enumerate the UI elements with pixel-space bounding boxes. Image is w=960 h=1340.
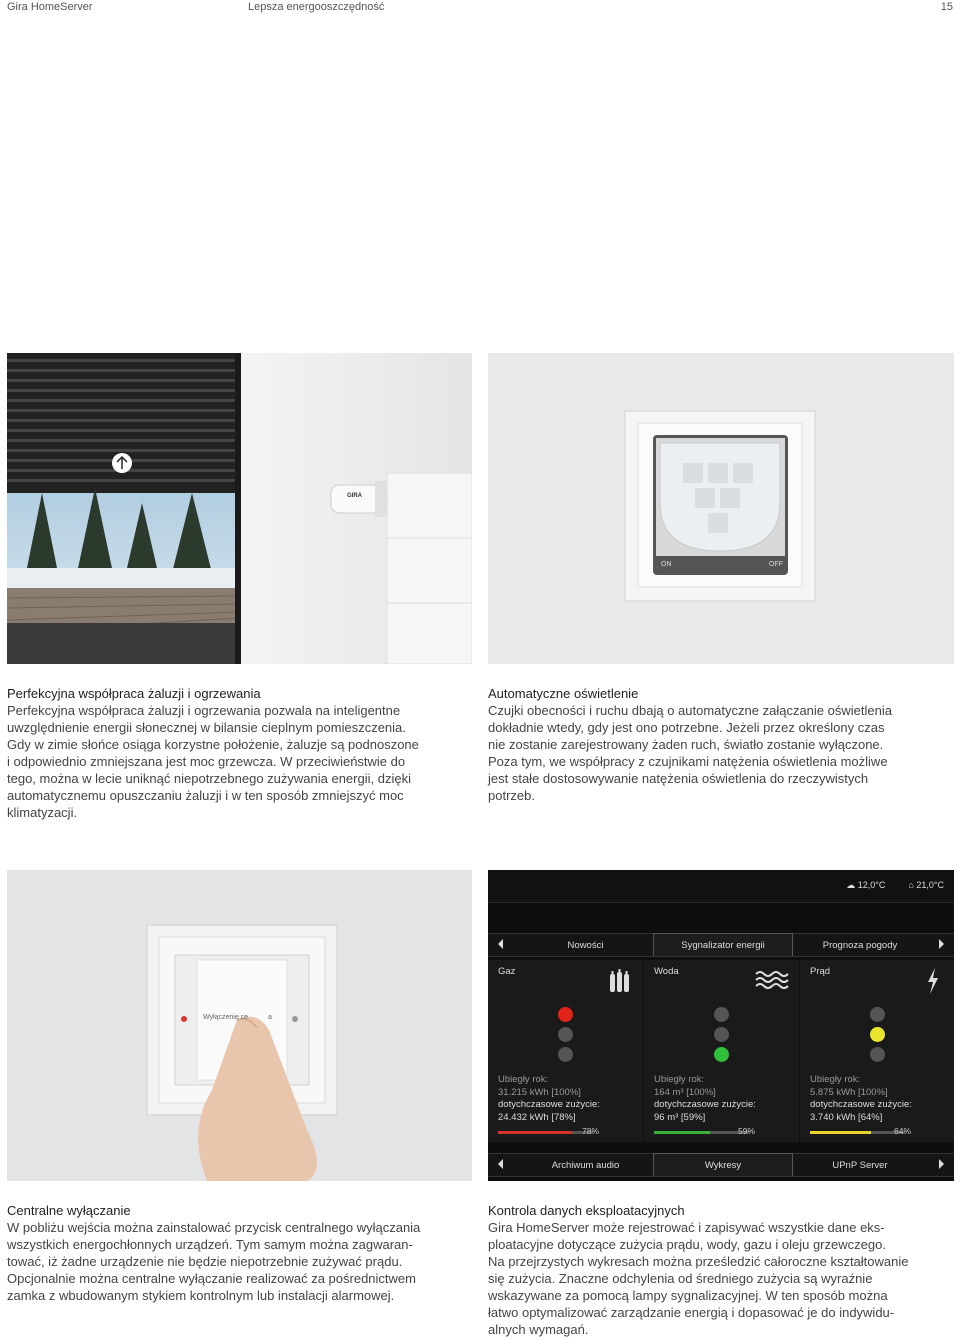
top-tab-bar [488,933,954,957]
water-waves-icon [755,970,789,995]
blinds-radiator-photo [7,353,472,664]
tab-next-arrow-icon[interactable] [939,939,944,949]
panel-status-bar [488,870,954,903]
power-title: Prąd [810,966,831,977]
gas-column [488,960,643,1142]
gas-usage-bar [498,1131,593,1134]
section-central-off [7,1202,477,1304]
section-title: Perfekcyjna współpraca żaluzji i ogrzewania [7,686,261,701]
panel-temperatures [846,880,944,891]
sensor-off-label: OFF [769,561,783,568]
gas-stats [498,1074,600,1124]
section-automatic-lighting [488,685,954,804]
traffic-light-red [714,1007,729,1022]
last-year-value: 5.875 kWh [100%] [810,1086,888,1098]
section-title: Kontrola danych eksploatacyjnych [488,1203,685,1218]
gas-usage-fill [498,1131,572,1134]
power-percent: 64% [894,1126,912,1136]
traffic-light-yellow [714,1027,729,1042]
power-column [800,960,954,1142]
lightning-icon [926,968,940,999]
current-label: dotychczasowe zużycie: [654,1099,756,1110]
water-percent: 59% [738,1126,756,1136]
text-line: alnych wymagań. [488,1322,589,1337]
house-icon: ⌂ [908,880,914,890]
text-line: tować, iż żadne urządzenie nie będzie niepotrzebnie zużywać prądu. [7,1254,403,1269]
text-line: i odpowiednio zmniejszana jest moc grzewcza. W przeciwieństwie do [7,754,406,769]
gas-bottles-icon [609,968,631,997]
text-line: zamka z wbudowanym stykiem kontrolnym lub instalacji alarmowej. [7,1288,395,1303]
section-title: Centralne wyłączanie [7,1203,131,1218]
section-title: Automatyczne oświetlenie [488,686,639,701]
text-line: ploatacyjne dotyczące zużycia prądu, wody, gazu i oleju grzewczego. [488,1237,886,1252]
text-line: jest stałe dostosowywanie natężenia oświetlenia do rzeczywistych [488,771,869,786]
gas-title: Gaz [498,966,516,977]
text-line: wszystkich energochłonnych urządzeń. Tym samym można zagwaran- [7,1237,413,1252]
text-line: potrzeb. [488,788,535,803]
tab-upnp-server[interactable]: UPnP Server [832,1160,888,1171]
traffic-light-green [714,1047,729,1062]
water-usage-bar [654,1131,749,1134]
traffic-light-red [558,1007,573,1022]
water-column [644,960,799,1142]
water-stats [654,1074,756,1124]
power-stats [810,1074,912,1124]
water-title: Woda [654,966,679,977]
text-line: nie zostanie zarejestrowany żaden ruch, światło zostanie wyłączone. [488,737,884,752]
text-line: łatwo optymalizować zarządzanie energią i dopasować je do indywidu- [488,1305,895,1320]
header-brand: Gira HomeServer [7,1,93,13]
section-blinds-heating [7,685,477,821]
tab-weather[interactable]: Prognoza pogody [822,940,898,951]
text-line: wskazywane za pomocą lampy sygnalizacyjnej. W ten sposób można [488,1288,888,1303]
outside-temp-icon: ☁ [846,880,856,890]
gas-percent: 78% [582,1126,600,1136]
current-label: dotychczasowe zużycie: [810,1099,912,1110]
text-line: klimatyzacji. [7,805,78,820]
text-line: Opcjonalnie można centralne wyłączanie realizować za pośrednictwem [7,1271,416,1286]
last-year-value: 31.215 kWh [100%] [498,1086,581,1098]
last-year-label: Ubiegły rok: [498,1074,549,1085]
current-value: 96 m³ [59%] [654,1111,706,1123]
text-line: się zużycia. Znaczne odchylenia od średniego zużycia są wyraźnie [488,1271,873,1286]
text-line: Czujki obecności i ruchu dbają o automatyczne załączanie oświetlenia [488,703,892,718]
current-label: dotychczasowe zużycie: [498,1099,600,1110]
last-year-label: Ubiegły rok: [810,1074,861,1085]
section-operating-data [488,1202,954,1338]
text-line: W pobliżu wejścia można zainstalować przycisk centralnego wyłączania [7,1220,421,1235]
last-year-label: Ubiegły rok: [654,1074,705,1085]
presence-sensor-photo [488,353,954,664]
traffic-light-red [870,1007,885,1022]
text-line: Gira HomeServer może rejestrować i zapisywać wszystkie dane eks- [488,1220,885,1235]
power-usage-bar [810,1131,905,1134]
switch-label [203,1014,248,1021]
tab-news[interactable]: Nowości [567,940,604,951]
text-line: dokładnie wtedy, gdy jest ono potrzebne. Jeżeli przez określony czas [488,720,885,735]
power-usage-fill [810,1131,871,1134]
bottom-prev-arrow-icon[interactable] [498,1159,503,1169]
switch-label-tail: a [268,1014,272,1021]
text-line: uwzględnienie energii słonecznej w bilansie cieplnym pomieszczenia. [7,720,406,735]
water-usage-fill [654,1131,710,1134]
bottom-tab-bar [488,1153,954,1177]
traffic-light-green [558,1047,573,1062]
touch-panel-screen [488,870,954,1181]
text-line: Poza tym, we współpracy z czujnikami natężenia oświetlenia możliwe [488,754,888,769]
text-line: Na przejrzystych wykresach można prześledzić całoroczne kształtowanie [488,1254,909,1269]
last-year-value: 164 m³ [100%] [654,1086,716,1098]
traffic-light-yellow [558,1027,573,1042]
inside-temperature: 21,0°C [916,880,944,890]
bottom-next-arrow-icon[interactable] [939,1159,944,1169]
header-section: Lepsza energooszczędność [248,1,385,13]
thermostat-brand-label: GIRA [347,493,362,499]
sensor-on-label: ON [661,561,672,568]
tab-energy-signal[interactable]: Sygnalizator energii [653,933,793,956]
current-value: 3.740 kWh [64%] [810,1111,883,1123]
text-line: Perfekcyjna współpraca żaluzji i ogrzewania pozwala na inteligentne [7,703,401,718]
central-off-switch-photo [7,870,472,1181]
text-line: tego, można w lecie uniknąć niepotrzebnego zużywania energii, dzięki [7,771,411,786]
tab-audio-archive[interactable]: Archiwum audio [551,1160,620,1171]
current-value: 24.432 kWh [78%] [498,1111,576,1123]
traffic-light-green [870,1047,885,1062]
text-line: Gdy w zimie słońce osiąga korzystne położenie, żaluzje są podnoszone [7,737,419,752]
tab-prev-arrow-icon[interactable] [498,939,503,949]
outside-temperature: 12,0°C [857,880,886,890]
text-line: automatycznemu opuszczaniu żaluzji i w ten sposób zmniejszyć moc [7,788,404,803]
switch-label-text: Wyłączenie ce [203,1014,249,1021]
tab-charts[interactable]: Wykresy [653,1153,793,1176]
page-number: 15 [940,1,953,13]
traffic-light-yellow [870,1027,885,1042]
